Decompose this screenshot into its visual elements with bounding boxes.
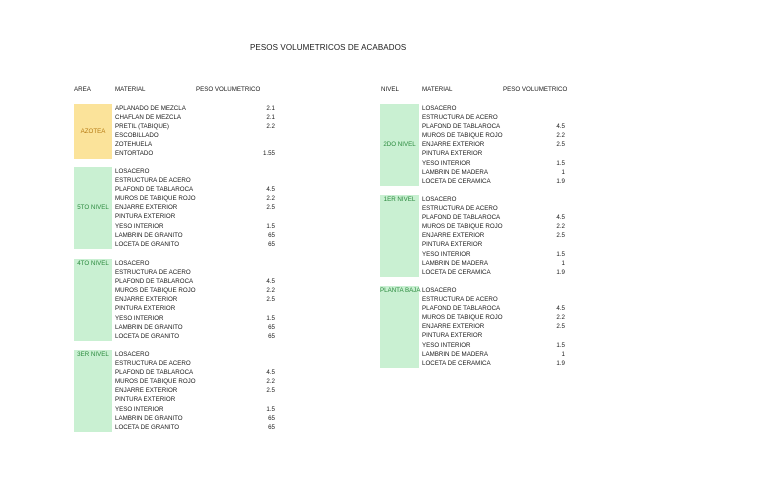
peso-cell: 65 [268, 414, 275, 422]
table-row [115, 332, 275, 341]
material-cell: ESTRUCTURA DE ACERO [115, 360, 191, 368]
peso-cell: 4.5 [556, 305, 565, 313]
table-row [115, 268, 275, 277]
table-row [422, 322, 565, 331]
material-cell: PLAFOND DE TABLAROCA [115, 186, 194, 194]
material-cell: LOSACERO [422, 196, 457, 203]
peso-cell: 2.5 [556, 323, 565, 331]
right-header-peso: PESO VOLUMETRICO [503, 86, 568, 93]
peso-cell: 1.5 [556, 159, 565, 167]
material-cell: YESO INTERIOR [422, 341, 471, 349]
material-cell: PINTURA EXTERIOR [422, 332, 483, 340]
material-cell: PINTURA EXTERIOR [422, 150, 483, 158]
table-row [115, 176, 275, 185]
left-section-rows [115, 259, 275, 341]
table-row [115, 323, 275, 332]
material-cell: PINTURA EXTERIOR [115, 213, 176, 221]
material-cell: LOCETA DE GRANITO [115, 423, 180, 431]
table-row [422, 350, 565, 359]
peso-cell: 65 [268, 240, 275, 248]
table-row [115, 140, 275, 149]
material-cell: ENJARRE EXTERIOR [422, 323, 485, 331]
table-row [115, 368, 275, 377]
table-row [115, 212, 275, 221]
peso-cell: 1 [561, 168, 565, 176]
table-row [115, 304, 275, 313]
material-cell: LOSACERO [422, 287, 457, 294]
left-header-material: MATERIAL [115, 86, 146, 93]
right-header-material: MATERIAL [422, 86, 453, 93]
peso-cell: 2.2 [266, 378, 275, 386]
peso-cell: 65 [268, 332, 275, 340]
table-row [115, 405, 275, 414]
right-section-rows [422, 195, 565, 277]
table-row [115, 314, 275, 323]
material-cell: ESTRUCTURA DE ACERO [115, 177, 191, 185]
table-row [115, 350, 275, 359]
left-section-block [74, 259, 112, 341]
peso-cell: 2.5 [556, 141, 565, 149]
table-row [115, 222, 275, 231]
table-row [115, 167, 275, 176]
material-cell: MUROS DE TABIQUE ROJO [422, 314, 503, 322]
table-row [422, 295, 565, 304]
material-cell: MUROS DE TABIQUE ROJO [422, 223, 503, 231]
material-cell: ESTRUCTURA DE ACERO [422, 205, 498, 213]
table-row [422, 131, 565, 140]
table-row [115, 131, 275, 140]
peso-cell: 2.2 [556, 314, 565, 322]
peso-cell: 4.5 [556, 123, 565, 131]
table-row [422, 213, 565, 222]
table-row [422, 240, 565, 249]
left-section-label: AZOTEA [80, 127, 106, 135]
peso-cell: 2.2 [556, 132, 565, 140]
material-cell: LOCETA DE GRANITO [115, 332, 180, 340]
material-cell: PLAFOND DE TABLAROCA [422, 214, 501, 222]
table-row [422, 286, 565, 295]
left-section-rows [115, 104, 275, 159]
material-cell: MUROS DE TABIQUE ROJO [115, 195, 196, 203]
material-cell: LOSACERO [115, 351, 150, 358]
peso-cell: 2.1 [266, 114, 275, 122]
left-section-rows [115, 167, 275, 249]
left-section-rows [115, 350, 275, 432]
peso-cell: 2.5 [266, 204, 275, 212]
material-cell: MUROS DE TABIQUE ROJO [115, 378, 196, 386]
peso-cell: 2.5 [266, 296, 275, 304]
table-row [422, 204, 565, 213]
left-section-block [74, 104, 112, 159]
table-row [115, 113, 275, 122]
table-row [115, 194, 275, 203]
peso-cell: 1.5 [266, 222, 275, 230]
right-section-rows [422, 286, 565, 368]
material-cell: YESO INTERIOR [115, 405, 164, 413]
table-row [115, 231, 275, 240]
material-cell: LOCETA DE CERAMICA [422, 359, 491, 367]
table-row [422, 222, 565, 231]
material-cell: LAMBRIN DE GRANITO [115, 414, 183, 422]
table-row [115, 203, 275, 212]
peso-cell: 1.9 [556, 268, 565, 276]
peso-cell: 4.5 [266, 369, 275, 377]
peso-cell: 1.9 [556, 177, 565, 185]
material-cell: ESTRUCTURA DE ACERO [422, 114, 498, 122]
peso-cell: 65 [268, 423, 275, 431]
left-section-label: 4TO NIVEL [77, 260, 109, 267]
material-cell: ESTRUCTURA DE ACERO [115, 269, 191, 277]
material-cell: LAMBRIN DE GRANITO [115, 231, 183, 239]
table-row [422, 122, 565, 131]
table-row [115, 295, 275, 304]
table-row [422, 268, 565, 277]
material-cell: YESO INTERIOR [422, 159, 471, 167]
material-cell: LAMBRIN DE MADERA [422, 259, 489, 267]
table-row [422, 313, 565, 322]
peso-cell: 1.5 [556, 341, 565, 349]
material-cell: YESO INTERIOR [115, 314, 164, 322]
right-section-block [380, 195, 419, 277]
peso-cell: 1.5 [266, 405, 275, 413]
table-row [115, 395, 275, 404]
peso-cell: 65 [268, 323, 275, 331]
right-header-nivel: NIVEL [381, 86, 399, 93]
material-cell: PINTURA EXTERIOR [115, 305, 176, 313]
material-cell: LOCETA DE CERAMICA [422, 177, 491, 185]
material-cell: LOCETA DE CERAMICA [422, 268, 491, 276]
material-cell: YESO INTERIOR [422, 250, 471, 258]
right-section-label: 1ER NIVEL [383, 196, 416, 203]
right-section-label: 2DO NIVEL [383, 141, 416, 149]
table-row [422, 195, 565, 204]
table-row [422, 159, 565, 168]
peso-cell: 4.5 [266, 186, 275, 194]
page-title: PESOS VOLUMETRICOS DE ACABADOS [250, 43, 407, 52]
material-cell: ZOTEHUELA [115, 141, 153, 149]
material-cell: MUROS DE TABIQUE ROJO [422, 132, 503, 140]
table-row [115, 414, 275, 423]
table-row [115, 359, 275, 368]
material-cell: ESTRUCTURA DE ACERO [422, 296, 498, 304]
peso-cell: 2.2 [266, 195, 275, 203]
material-cell: ENTORTADO [115, 150, 154, 158]
peso-cell: 65 [268, 231, 275, 239]
table-row [115, 423, 275, 432]
peso-cell: 4.5 [556, 214, 565, 222]
peso-cell: 1.55 [262, 150, 275, 158]
peso-cell: 1 [561, 350, 565, 358]
table-row [422, 231, 565, 240]
peso-cell: 2.2 [556, 223, 565, 231]
material-cell: ENJARRE EXTERIOR [422, 232, 485, 240]
table-row [115, 122, 275, 131]
table-row [115, 277, 275, 286]
table-row [422, 168, 565, 177]
table-row [422, 259, 565, 268]
material-cell: LOCETA DE GRANITO [115, 240, 180, 248]
table-row [422, 331, 565, 340]
peso-cell: 2.5 [266, 387, 275, 395]
table-row [115, 149, 275, 158]
peso-cell: 2.2 [266, 287, 275, 295]
material-cell: PLAFOND DE TABLAROCA [115, 369, 194, 377]
peso-cell: 4.5 [266, 278, 275, 286]
table-row [115, 386, 275, 395]
material-cell: APLANADO DE MEZCLA [115, 105, 186, 112]
material-cell: CHAFLAN DE MEZCLA [115, 114, 182, 122]
table-row [115, 377, 275, 386]
left-section-label: 3ER NIVEL [77, 351, 109, 358]
table-row [422, 104, 565, 113]
peso-cell: 1 [561, 259, 565, 267]
material-cell: PINTURA EXTERIOR [422, 241, 483, 249]
material-cell: ESCOBILLADO [115, 132, 159, 140]
material-cell: ENJARRE EXTERIOR [115, 387, 178, 395]
left-header-peso: PESO VOLUMETRICO [196, 86, 261, 93]
table-row [422, 250, 565, 259]
left-section-block [74, 167, 112, 249]
peso-cell: 1.5 [556, 250, 565, 258]
table-row [422, 304, 565, 313]
peso-cell: 2.5 [556, 232, 565, 240]
table-row [115, 240, 275, 249]
table-row [422, 113, 565, 122]
material-cell: PINTURA EXTERIOR [115, 396, 176, 404]
table-row [115, 259, 275, 268]
material-cell: ENJARRE EXTERIOR [115, 296, 178, 304]
left-section-block [74, 350, 112, 432]
right-section-block [380, 104, 419, 186]
material-cell: YESO INTERIOR [115, 222, 164, 230]
material-cell: LOSACERO [115, 260, 150, 267]
material-cell: PRETIL (TABIQUE) [115, 123, 169, 131]
table-row [422, 359, 565, 368]
material-cell: ENJARRE EXTERIOR [422, 141, 485, 149]
material-cell: PLAFOND DE TABLAROCA [115, 278, 194, 286]
left-section-label: 5TO NIVEL [77, 204, 109, 212]
table-row [422, 149, 565, 158]
right-section-block [380, 286, 419, 368]
table-row [115, 286, 275, 295]
material-cell: PLAFOND DE TABLAROCA [422, 305, 501, 313]
material-cell: LOSACERO [115, 168, 150, 175]
material-cell: PLAFOND DE TABLAROCA [422, 123, 501, 131]
material-cell: ENJARRE EXTERIOR [115, 204, 178, 212]
table-row [115, 104, 275, 113]
peso-cell: 1.9 [556, 359, 565, 367]
table-row [115, 185, 275, 194]
material-cell: MUROS DE TABIQUE ROJO [115, 287, 196, 295]
table-row [422, 177, 565, 186]
material-cell: LAMBRIN DE MADERA [422, 350, 489, 358]
material-cell: LAMBRIN DE MADERA [422, 168, 489, 176]
table-row [422, 140, 565, 149]
table-row [422, 341, 565, 350]
material-cell: LOSACERO [422, 105, 457, 112]
peso-cell: 1.5 [266, 314, 275, 322]
peso-cell: 2.1 [266, 105, 275, 112]
right-section-label: PLANTA BAJA [380, 287, 421, 294]
right-section-rows [422, 104, 565, 186]
material-cell: LAMBRIN DE GRANITO [115, 323, 183, 331]
peso-cell: 2.2 [266, 123, 275, 131]
left-header-area: AREA [74, 86, 91, 93]
